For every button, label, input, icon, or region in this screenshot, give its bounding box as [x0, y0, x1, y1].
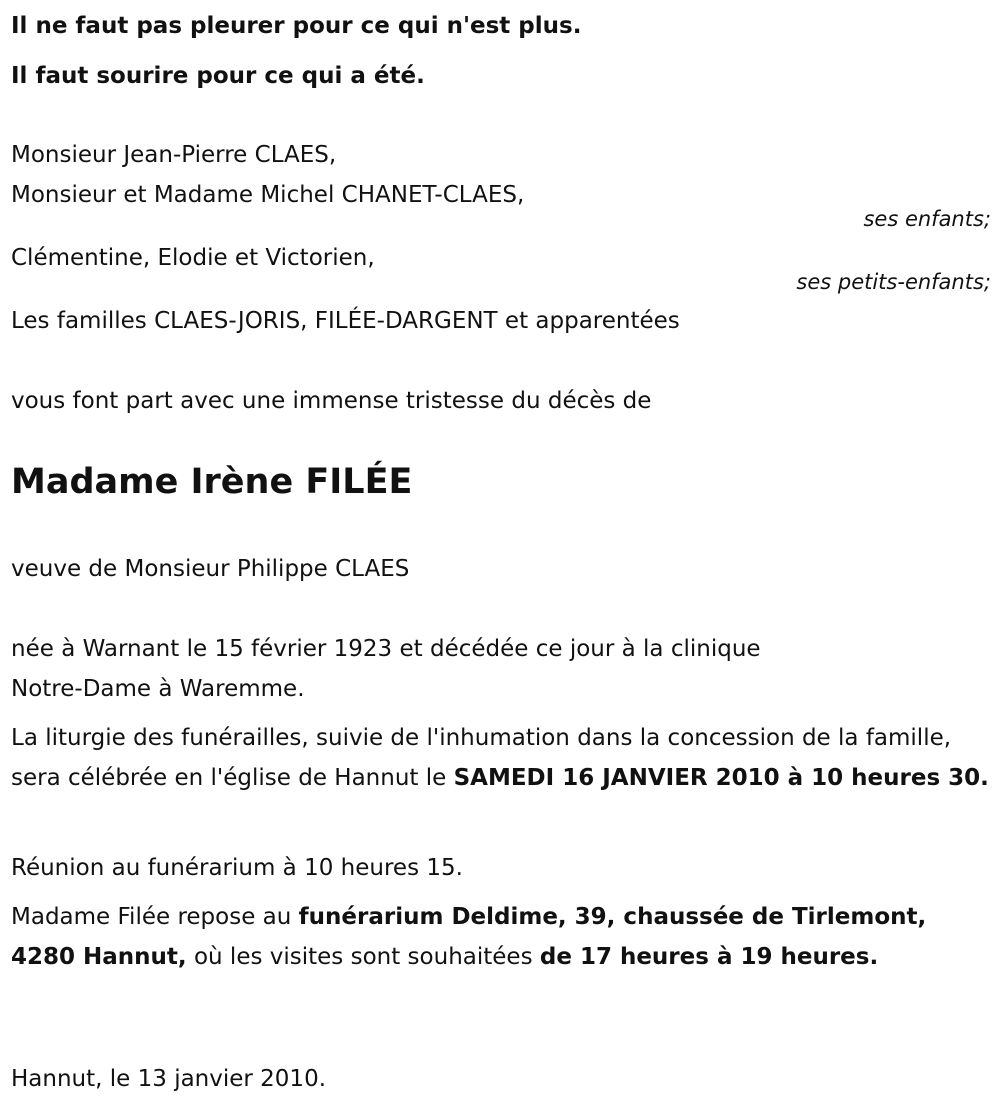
- repose-hours: de 17 heures à 19 heures.: [539, 944, 879, 970]
- repose-text-1: Madame Filée repose au: [11, 904, 299, 930]
- epigraph-line-2: Il faut sourire pour ce qui a été.: [11, 63, 425, 89]
- deceased-name: Madame Irène FILÉE: [11, 462, 413, 502]
- children-label: ses enfants;: [863, 207, 991, 231]
- liturgy-text: La liturgie des funérailles, suivie de l'inhumation dans la concession de la famille, sera célébrée en l'église de Hannut le: [11, 725, 952, 791]
- birth-death-line-1: née à Warnant le 15 février 1923 et décédée ce jour à la clinique: [11, 636, 761, 662]
- repose-location: funérarium Deldime, 39, chaussée de Tirlemont, 4280 Hannut,: [11, 904, 927, 970]
- family-child-2: Monsieur et Madame Michel CHANET-CLAES,: [11, 182, 525, 208]
- obituary-notice: [11, 0, 991, 1112]
- family-extended: Les familles CLAES-JORIS, FILÉE-DARGENT et apparentées: [11, 308, 680, 334]
- epigraph-line-1: Il ne faut pas pleurer pour ce qui n'est plus.: [11, 13, 582, 39]
- family-grandchildren: Clémentine, Elodie et Victorien,: [11, 245, 375, 271]
- family-child-1: Monsieur Jean-Pierre CLAES,: [11, 142, 337, 168]
- liturgy-paragraph: [11, 718, 991, 798]
- reunion: Réunion au funérarium à 10 heures 15.: [11, 855, 463, 881]
- liturgy-date-time: SAMEDI 16 JANVIER 2010 à 10 heures 30.: [453, 765, 989, 791]
- grandchildren-label: ses petits-enfants;: [796, 270, 991, 294]
- repose-text-2: où les visites sont souhaitées: [186, 944, 540, 970]
- place-date: Hannut, le 13 janvier 2010.: [11, 1066, 327, 1092]
- birth-death-line-2: Notre-Dame à Waremme.: [11, 676, 305, 702]
- repose-paragraph: [11, 897, 991, 977]
- announcement: vous font part avec une immense tristesse du décès de: [11, 388, 652, 414]
- widow-of: veuve de Monsieur Philippe CLAES: [11, 556, 410, 582]
